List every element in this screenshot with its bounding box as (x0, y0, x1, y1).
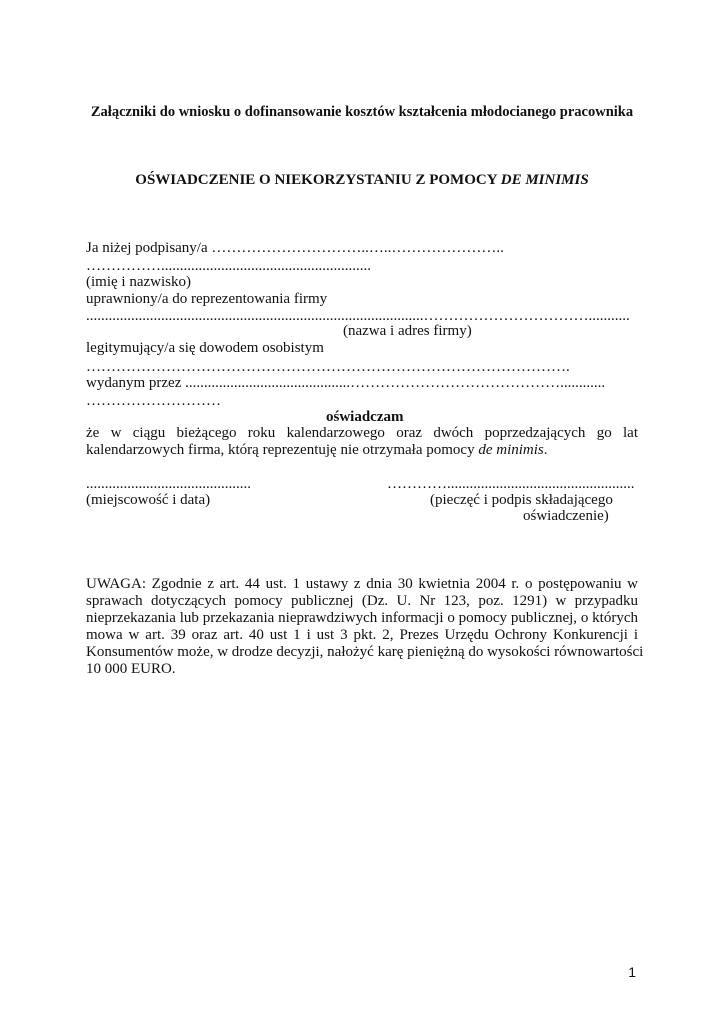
document-title: Załączniki do wniosku o dofinansowanie kosztów kształcenia młodocianego pracownika (90, 104, 634, 120)
statement-period: . (543, 442, 548, 458)
note-line-4: mowa w art. 39 oraz art. 40 ust 1 i ust 3 pkt. 2, Prezes Urzędu Ochrony Konkurencji i (86, 627, 638, 643)
id-text: legitymujący/a się dowodem osobistym (86, 340, 324, 356)
subtitle-italic: DE MINIMIS (500, 172, 589, 188)
page-number: 1 (628, 964, 636, 980)
seal-signature-label-continued: oświadczenie) (523, 508, 609, 524)
company-label: (nazwa i adres firmy) (343, 323, 472, 339)
signatory-line-continued: ……………........................................................ (86, 258, 371, 274)
subtitle-text: OŚWIADCZENIE O NIEKORZYSTANIU Z POMOCY (135, 172, 501, 188)
id-dots: ……………………………………………………………………………………. (86, 359, 570, 375)
name-label: (imię i nazwisko) (86, 274, 191, 290)
signatory-line: Ja niżej podpisany/a …………………………..…..………………….. (86, 240, 504, 256)
authorized-text: uprawniony/a do reprezentowania firmy (86, 291, 328, 307)
document-subtitle (0, 172, 724, 189)
note-line-5: Konsumentów może, w drodze decyzji, nałożyć karę pieniężną do wysokości równowartości (86, 644, 644, 660)
seal-signature-dots: ………….................................................. (387, 476, 635, 492)
declare-heading: oświadczam (326, 409, 404, 425)
note-line-6: 10 000 EURO. (86, 661, 176, 677)
note-line-1: UWAGA: Zgodnie z art. 44 ust. 1 ustawy z dnia 30 kwietnia 2004 r. o postępowaniu w (86, 576, 638, 592)
note-line-2: sprawach dotyczących pomocy publicznej (Dz. U. Nr 123, poz. 1291) w przypadku (86, 593, 638, 609)
seal-signature-label: (pieczęć i podpis składającego (430, 492, 613, 508)
company-dots: ..........................................................................................……………………………........... (86, 308, 630, 324)
note-line-3: nieprzekazania lub przekazania nieprawdziwych informacji o pomocy publicznej, o których (86, 610, 638, 626)
issued-by-dots: ……………………… (86, 393, 221, 409)
place-date-dots: ............................................ (86, 476, 251, 492)
statement-line-2 (86, 441, 548, 459)
statement-line-1: że w ciągu bieżącego roku kalendarzowego oraz dwóch poprzedzających go lat (86, 425, 638, 441)
statement-text: kalendarzowych firma, którą reprezentuję nie otrzymała pomocy (86, 442, 479, 458)
statement-de-minimis: de minimis (478, 442, 544, 458)
place-date-label: (miejscowość i data) (86, 492, 211, 508)
issued-by-line: wydanym przez ............................................……………………………………............ (86, 375, 606, 391)
